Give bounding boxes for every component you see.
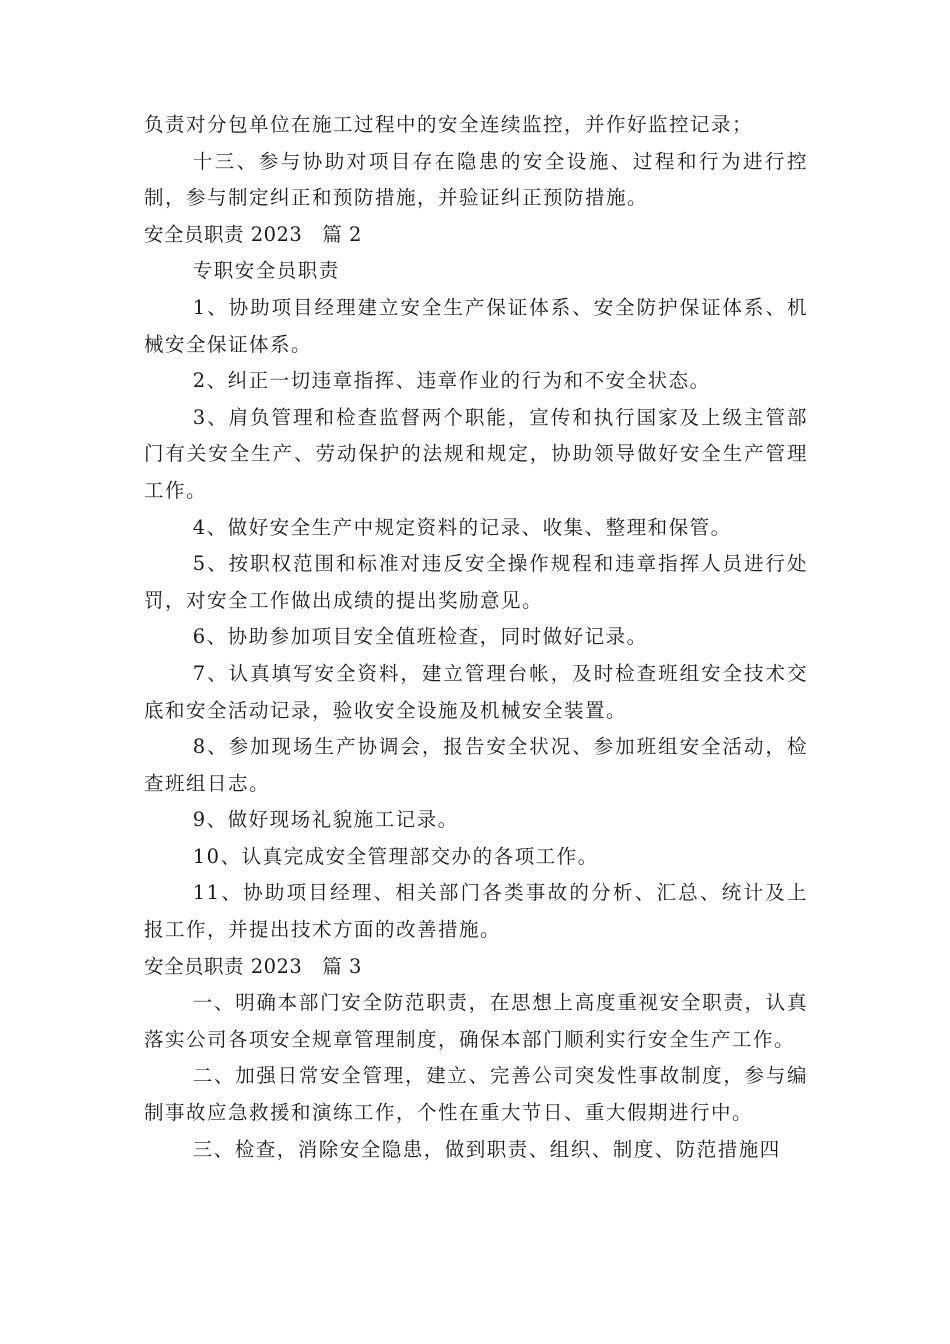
list-item: 5、按职权范围和标准对违反安全操作规程和违章指挥人员进行处罚，对安全工作做出成绩的提出奖励意见。	[144, 552, 808, 612]
list-item: 6、协助参加项目安全值班检查，同时做好记录。	[192, 625, 648, 649]
paragraph: 负责对分包单位在施工过程中的安全连续监控，并作好监控记录；	[144, 113, 754, 136]
list-item: 9、做好现场礼貌施工记录。	[192, 808, 459, 832]
list-item: 4、做好安全生产中规定资料的记录、收集、整理和保管。	[192, 515, 732, 539]
paragraph: 十三、参与协助对项目存在隐患的安全设施、过程和行为进行控制，参与制定纠正和预防措施，并验证纠正预防措施。	[144, 149, 808, 210]
subsection-title: 专职安全员职责	[192, 259, 340, 283]
list-item: 二、加强日常安全管理，建立、完善公司突发性事故制度，参与编制事故应急救援和演练工作，个性在重大节日、重大假期进行中。	[144, 1064, 808, 1125]
list-item: 2、纠正一切违章指挥、违章作业的行为和不安全状态。	[192, 369, 711, 393]
list-item: 1、协助项目经理建立安全生产保证体系、安全防护保证体系、机械安全保证体系。	[144, 295, 808, 356]
list-item: 10、认真完成安全管理部交办的各项工作。	[192, 844, 599, 868]
list-item: 7、认真填写安全资料，建立管理台帐，及时检查班组安全技术交底和安全活动记录，验收安全设施及机械安全装置。	[144, 661, 808, 722]
list-item: 11、协助项目经理、相关部门各类事故的分析、汇总、统计及上报工作，并提出技术方面的改善措施。	[144, 881, 808, 942]
list-item: 三、检查，消除安全隐患，做到职责、组织、制度、防范措施四	[192, 1137, 781, 1161]
list-item: 一、明确本部门安全防范职责，在思想上高度重视安全职责，认真落实公司各项安全规章管理制度，确保本部门顺利实行安全生产工作。	[144, 991, 808, 1051]
section-heading: 安全员职责 2023 篇 3	[144, 954, 362, 978]
list-item: 3、肩负管理和检查监督两个职能，宣传和执行国家及上级主管部门有关安全生产、劳动保护的法规和规定，协助领导做好安全生产管理工作。	[144, 405, 808, 502]
document-body	[144, 107, 808, 1168]
list-item: 8、参加现场生产协调会，报告安全状况、参加班组安全活动，检查班组日志。	[144, 735, 808, 795]
section-heading: 安全员职责 2023 篇 2	[144, 222, 362, 246]
